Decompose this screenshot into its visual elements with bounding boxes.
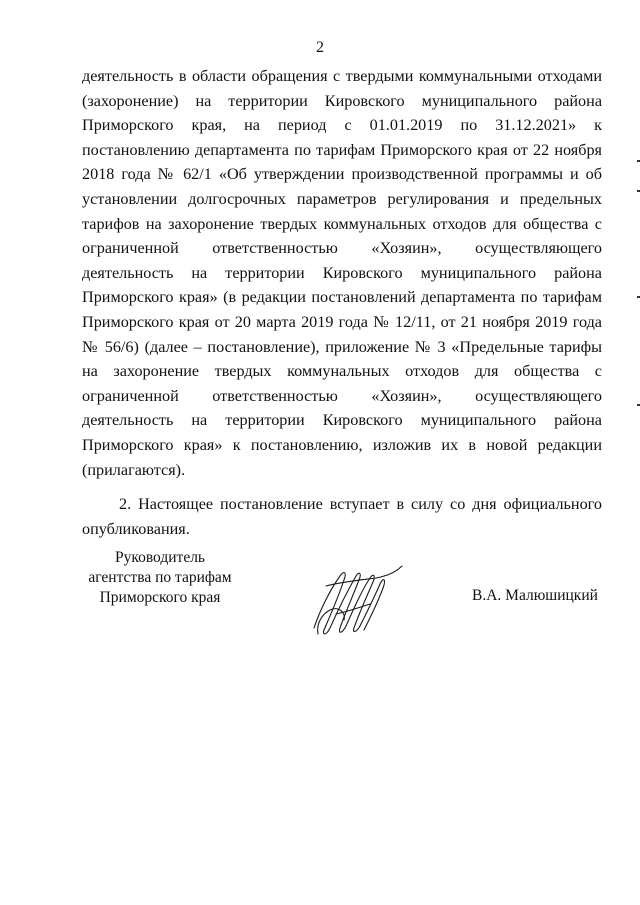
signer-title-line-2: агентства по тарифам	[88, 569, 232, 586]
signer-title-line-3: Приморского края	[99, 589, 221, 606]
handwritten-signature-icon	[300, 558, 410, 640]
page-number: 2	[316, 39, 324, 56]
document-body	[82, 64, 602, 541]
paragraph-1: деятельность в области обращения с твердыми коммунальными отходами (захоронение) на территории Кировского муниципального района Приморского края, на период с 01.01.2019 по 31.12.2021» к постановлению департамента по тарифам Приморского края от 22 ноября 2018 года № 62/1 «Об утверждении производственной программы и об установлении долгосрочных параметров регулирования и предельных тарифов на захоронение твердых коммунальных отходов для общества с ограниченной ответственностью «Хозяин», осуществляющего деятельность на территории Кировского муниципального района Приморского края» (в редакции постановлений департамента по тарифам Приморского края от 20 марта 2019 года № 12/11, от 21 ноября 2019 года № 56/6) (далее – постановление), приложение № 3 «Предельные тарифы на захоронение твердых коммунальных отходов для общества с ограниченной ответственностью «Хозяин», осуществляющего деятельность на территории Кировского муниципального района Приморского края» к постановлению, изложив их в новой редакции (прилагаются).	[82, 67, 602, 479]
signer-title	[80, 548, 240, 608]
signer-title-line-1: Руководитель	[114, 549, 206, 566]
paragraph-2: 2. Настоящее постановление вступает в силу со дня официального опубликования.	[82, 495, 602, 538]
signer-name: В.А. Малюшицкий	[472, 587, 598, 604]
signature-block	[0, 548, 640, 648]
